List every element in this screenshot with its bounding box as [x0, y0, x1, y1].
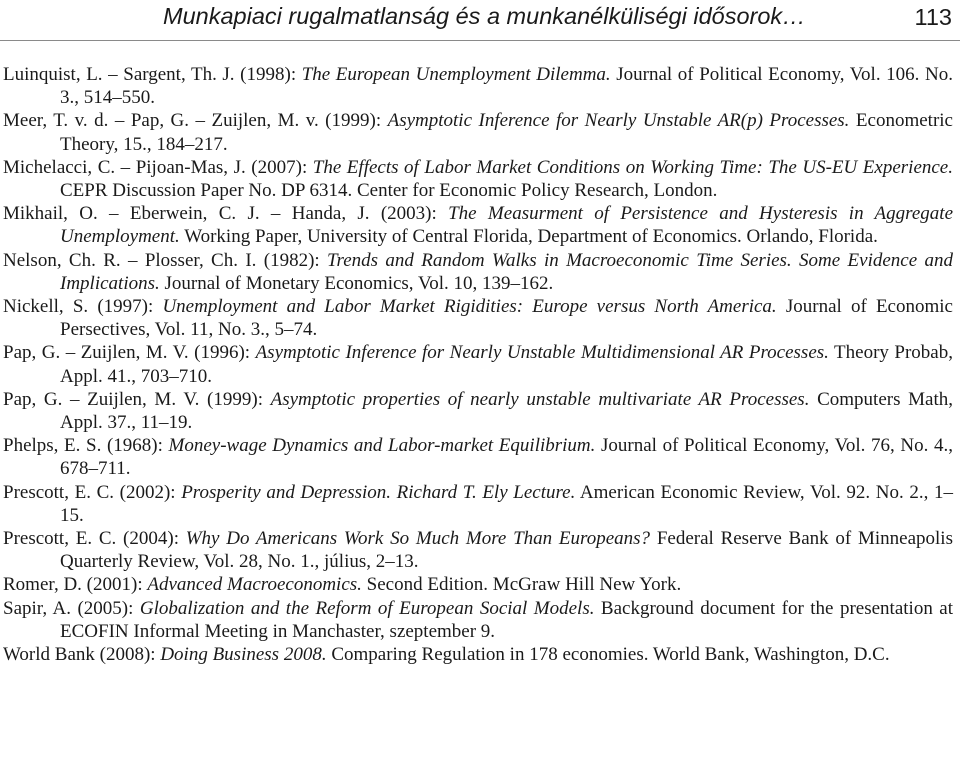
ref-title: Globalization and the Reform of European Social Models. — [139, 597, 595, 619]
ref-source: Journal of Monetary Economics, Vol. 10, 139–162. — [159, 272, 554, 294]
ref-title: Prosperity and Depression. Richard T. Ely Lecture. — [181, 481, 576, 503]
ref-source: Theory Probab, Appl. 41., 703–710. — [60, 342, 953, 387]
reference-list — [0, 63, 953, 666]
ref-title: Asymptotic Inference for Nearly Unstable Multidimensional AR Processes. — [255, 342, 829, 364]
ref-title: The Effects of Labor Market Conditions on Working Time: The US-EU Experience. — [312, 156, 953, 178]
reference-item — [0, 295, 953, 341]
ref-authors: Prescott, E. C. (2002): — [3, 481, 182, 503]
running-title: Munkapiaci rugalmatlanság és a munkanélküliségi idősorok… — [163, 3, 806, 29]
reference-item — [0, 63, 953, 109]
ref-source: Background document for the presentation at ECOFIN Informal Meeting in Manchaster, szeptember 9. — [60, 597, 953, 642]
ref-source: Federal Reserve Bank of Minneapolis Quarterly Review, Vol. 28, No. 1., július, 2–13. — [60, 528, 953, 573]
ref-source: American Economic Review, Vol. 92. No. 2., 1–15. — [60, 481, 953, 526]
header-rule — [0, 40, 960, 41]
reference-item — [0, 388, 953, 434]
reference-item — [0, 597, 953, 643]
ref-source: CEPR Discussion Paper No. DP 6314. Center for Economic Policy Research, London. — [60, 180, 718, 202]
ref-authors: Mikhail, O. – Eberwein, C. J. – Handa, J. (2003): — [3, 203, 449, 225]
ref-source: Comparing Regulation in 178 economies. World Bank, Washington, D.C. — [326, 644, 890, 666]
ref-title: Unemployment and Labor Market Rigidities: Europe versus North America. — [162, 296, 777, 318]
reference-item — [0, 109, 953, 155]
ref-title: Advanced Macroeconomics. — [147, 574, 362, 596]
ref-source: Computers Math, Appl. 37., 11–19. — [60, 388, 953, 434]
ref-source: Econometric Theory, 15., 184–217. — [60, 110, 953, 155]
ref-source: Working Paper, University of Central Florida, Department of Economics. Orlando, Florida. — [179, 226, 878, 248]
ref-authors: Pap, G. – Zuijlen, M. V. (1999): — [3, 388, 271, 410]
running-header — [0, 0, 960, 40]
ref-title: Why Do Americans Work So Much More Than Europeans? — [185, 528, 651, 550]
ref-authors: Phelps, E. S. (1968): — [3, 435, 169, 457]
ref-authors: World Bank (2008): — [3, 644, 161, 666]
ref-source: Journal of Economic Persectives, Vol. 11, No. 3., 5–74. — [60, 296, 953, 341]
ref-authors: Pap, G. – Zuijlen, M. V. (1996): — [3, 342, 256, 364]
ref-authors: Nelson, Ch. R. – Plosser, Ch. I. (1982): — [3, 249, 328, 271]
ref-authors: Prescott, E. C. (2004): — [3, 528, 186, 550]
ref-title: Asymptotic properties of nearly unstable multivariate AR Processes. — [270, 388, 810, 410]
ref-title: Money-wage Dynamics and Labor-market Equilibrium. — [168, 435, 596, 457]
reference-item — [0, 481, 953, 527]
page-number: 113 — [914, 4, 952, 30]
ref-title: The European Unemployment Dilemma. — [301, 64, 611, 85]
reference-item — [0, 434, 953, 480]
reference-item — [0, 341, 953, 387]
reference-item — [0, 527, 953, 573]
reference-item — [0, 202, 953, 248]
reference-item — [0, 249, 953, 295]
ref-authors: Luinquist, L. – Sargent, Th. J. (1998): — [3, 64, 302, 85]
ref-title: Doing Business 2008. — [160, 644, 327, 666]
ref-source: Journal of Political Economy, Vol. 106. No. 3., 514–550. — [60, 64, 953, 109]
ref-title: Asymptotic Inference for Nearly Unstable AR(p) Processes. — [387, 110, 850, 132]
reference-item — [0, 573, 953, 596]
ref-authors: Sapir, A. (2005): — [3, 597, 140, 619]
reference-item — [0, 643, 953, 666]
ref-authors: Michelacci, C. – Pijoan-Mas, J. (2007): — [3, 156, 313, 178]
reference-item — [0, 156, 953, 202]
ref-authors: Nickell, S. (1997): — [3, 296, 163, 318]
ref-authors: Meer, T. v. d. – Pap, G. – Zuijlen, M. v. (1999): — [3, 110, 388, 132]
ref-title: Trends and Random Walks in Macroeconomic Time Series. Some Evidence and Implications. — [60, 249, 953, 294]
ref-authors: Romer, D. (2001): — [3, 574, 148, 596]
ref-source: Second Edition. McGraw Hill New York. — [361, 574, 682, 596]
ref-source: Journal of Political Economy, Vol. 76, No. 4., 678–711. — [60, 435, 953, 480]
ref-title: The Measurment of Persistence and Hysteresis in Aggregate Unemployment. — [60, 203, 953, 248]
